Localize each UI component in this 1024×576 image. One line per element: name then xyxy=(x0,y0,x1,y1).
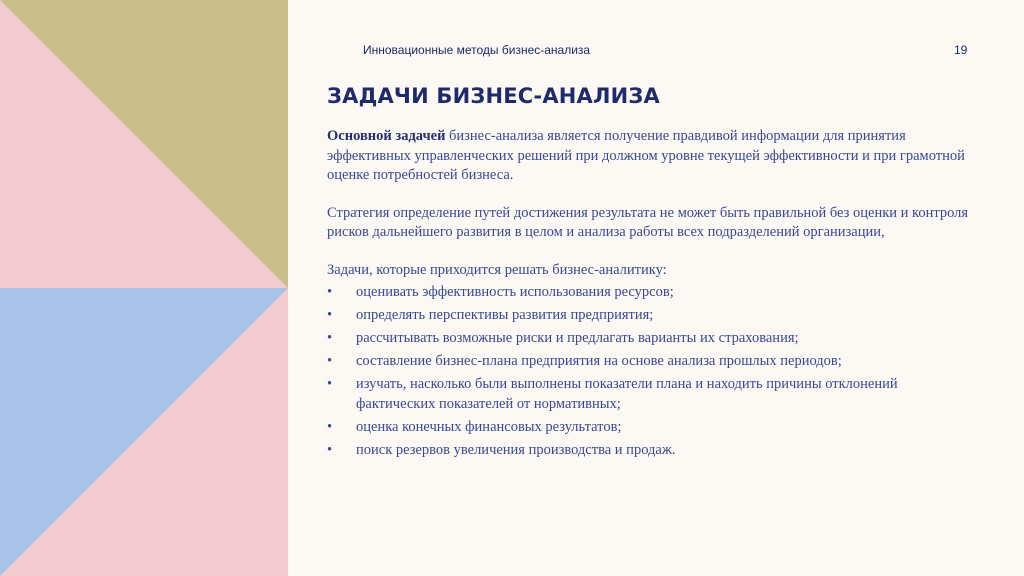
tasks-list xyxy=(327,283,977,460)
task-text: поиск резервов увеличения производства и продаж. xyxy=(356,441,676,458)
task-item xyxy=(327,352,977,372)
bullet-icon: • xyxy=(327,418,333,435)
task-text: определять перспективы развития предприятия; xyxy=(356,307,654,323)
decorative-triangles xyxy=(0,0,288,576)
bullet-icon: • xyxy=(327,307,333,323)
bullet-icon: • xyxy=(327,353,333,369)
task-item xyxy=(327,375,977,414)
task-text: оценка конечных финансовых результатов; xyxy=(356,418,622,435)
task-item xyxy=(327,441,977,461)
bullet-icon: • xyxy=(327,284,333,300)
paragraph-lead-bold: Основной задачей xyxy=(327,128,446,144)
task-text: оценивать эффективность использования ресурсов; xyxy=(356,284,674,300)
task-text: рассчитывать возможные риски и предлагать варианты их страхования; xyxy=(356,330,799,346)
slide-title: ЗАДАЧИ БИЗНЕС-АНАЛИЗА xyxy=(327,84,661,108)
task-text: изучать, насколько были выполнены показатели плана и находить причины отклонений фактических показателей от нормативных; xyxy=(356,376,898,412)
paragraph-main-task xyxy=(327,127,977,186)
bullet-icon: • xyxy=(327,330,333,346)
task-item xyxy=(327,306,977,326)
tasks-intro: Задачи, которые приходится решать бизнес-аналитику: xyxy=(327,261,667,278)
bullet-icon: • xyxy=(327,376,333,392)
task-item xyxy=(327,418,977,438)
header-title: Инновационные методы бизнес-анализа xyxy=(363,43,591,57)
task-item xyxy=(327,283,977,303)
page-number: 19 xyxy=(954,43,968,57)
paragraph-main-task-text: бизнес-анализа является получение правдивой информации для принятия эффективных управленческих решений при должном уровне текущей эффективности и при грамотной оценке потребностей бизнеса. xyxy=(327,128,965,183)
paragraph-strategy: Стратегия определение путей достижения результата не может быть правильной без оценки и контроля рисков дальнейшего развития в целом и анализа работы всех подразделений организации, xyxy=(327,204,969,240)
bullet-icon: • xyxy=(327,441,333,458)
slide-content xyxy=(327,127,977,464)
task-text: составление бизнес-плана предприятия на основе анализа прошлых периодов; xyxy=(356,353,842,369)
task-item xyxy=(327,329,977,349)
